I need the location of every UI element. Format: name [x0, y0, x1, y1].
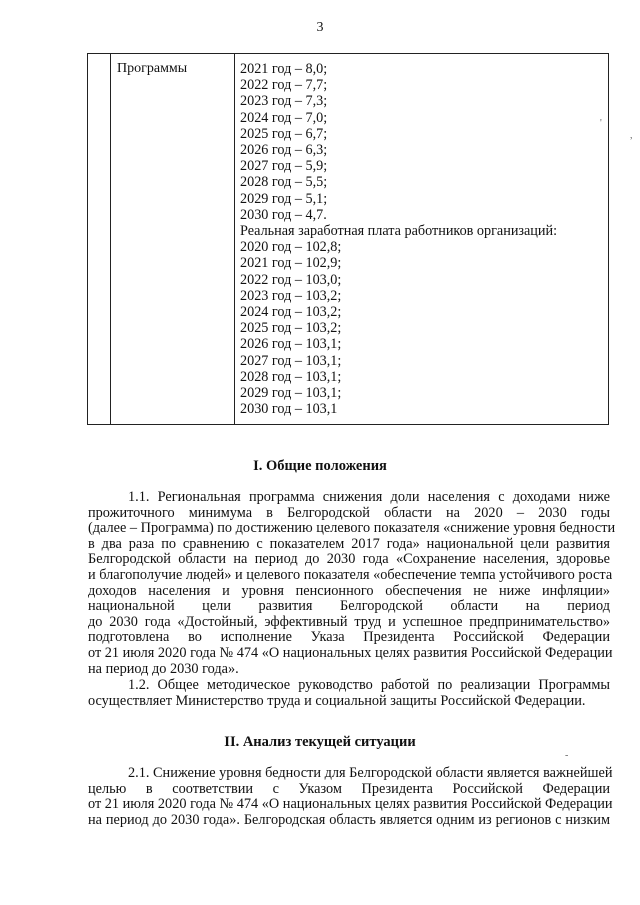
- scan-speck: ': [600, 118, 602, 129]
- table-border-col1: [110, 54, 111, 424]
- text-line: на период до 2030 года».: [88, 660, 239, 677]
- text-line: 1.1. Региональная программа снижения доли населения с доходами ниже: [128, 489, 610, 505]
- text-line: на период до 2030 года». Белгородская область является одним из регионов с низким: [88, 811, 610, 828]
- table-value-line: 2024 год – 7,0;: [240, 109, 328, 126]
- text-line: осуществляет Министерство труда и социальной защиты Российской Федерации.: [88, 692, 586, 709]
- section-2-title: II. Анализ текущей ситуации: [224, 734, 416, 750]
- table-value-line: 2024 год – 103,2;: [240, 304, 342, 321]
- text-line: от 21 июля 2020 года № 474 «О национальных целях развития Российской Федерации: [88, 796, 613, 813]
- text-line: 1.2. Общее методическое руководство работой по реализации Программы: [128, 677, 610, 693]
- table-value-line: 2020 год – 102,8;: [240, 239, 342, 256]
- section-1-title: I. Общие положения: [253, 458, 387, 474]
- text-line: национальной цели развития Белгородской области на период: [88, 598, 610, 615]
- text-line: до 2030 года «Достойный, эффективный труд и успешное предпринимательство»: [88, 613, 610, 630]
- text-line: Белгородской области на период до 2030 года «Сохранение населения, здоровье: [88, 551, 610, 568]
- section-1-paragraph-1: [88, 489, 616, 677]
- table-value-line: 2023 год – 103,2;: [240, 287, 342, 304]
- page-number: 3: [316, 20, 324, 35]
- table-border-left: [87, 54, 88, 424]
- table-row-values: [240, 61, 557, 417]
- text-line: от 21 июля 2020 года № 474 «О национальных целях развития Российской Федерации: [88, 644, 613, 661]
- text-line: целью в соответствии с Указом Президента Российской Федерации: [88, 780, 610, 797]
- table-value-line: 2028 год – 103,1;: [240, 368, 342, 385]
- scan-speck: ,: [630, 130, 633, 141]
- table-value-line: 2027 год – 103,1;: [240, 352, 342, 369]
- table-value-line: 2028 год – 5,5;: [240, 174, 328, 191]
- text-line: подготовлена во исполнение Указа Президента Российской Федерации: [88, 629, 610, 646]
- text-line: 2.1. Снижение уровня бедности для Белгородской области является важнейшей: [128, 765, 613, 781]
- table-row-label: Программы: [117, 61, 188, 76]
- text-line: и благополучие людей» и целевого показателя «обеспечение темпа устойчивого роста: [88, 566, 613, 583]
- text-line: (далее – Программа) по достижению целевого показателя «снижение уровня бедности: [88, 520, 616, 537]
- table-border-col2: [234, 54, 235, 424]
- table-value-line: 2030 год – 4,7.: [240, 206, 327, 223]
- section-2-paragraph-1: [88, 765, 613, 828]
- table-value-line: Реальная заработная плата работников организаций:: [240, 223, 558, 240]
- text-line: в два раза по сравнению с показателем 2017 года» национальной цели развития: [88, 535, 610, 552]
- table-value-line: 2029 год – 5,1;: [240, 190, 328, 207]
- table-value-line: 2023 год – 7,3;: [240, 93, 328, 110]
- scan-speck: -: [565, 750, 569, 761]
- indicators-table: [87, 53, 609, 425]
- table-value-line: 2022 год – 7,7;: [240, 77, 328, 94]
- table-value-line: 2025 год – 6,7;: [240, 125, 328, 142]
- table-value-line: 2022 год – 103,0;: [240, 271, 342, 288]
- table-value-line: 2027 год – 5,9;: [240, 158, 328, 175]
- text-line: доходов населения и уровня пенсионного обеспечения не ниже инфляции»: [88, 582, 610, 599]
- text-line: прожиточного минимума в Белгородской области на 2020 – 2030 годы: [88, 504, 610, 521]
- table-value-line: 2021 год – 102,9;: [240, 255, 342, 272]
- table-value-line: 2021 год – 8,0;: [240, 61, 328, 77]
- table-value-line: 2029 год – 103,1;: [240, 385, 342, 402]
- table-value-line: 2030 год – 103,1: [240, 401, 338, 418]
- table-value-line: 2026 год – 103,1;: [240, 336, 342, 353]
- section-1-paragraph-2: [88, 678, 610, 709]
- table-value-line: 2025 год – 103,2;: [240, 320, 342, 337]
- table-value-line: 2026 год – 6,3;: [240, 142, 328, 159]
